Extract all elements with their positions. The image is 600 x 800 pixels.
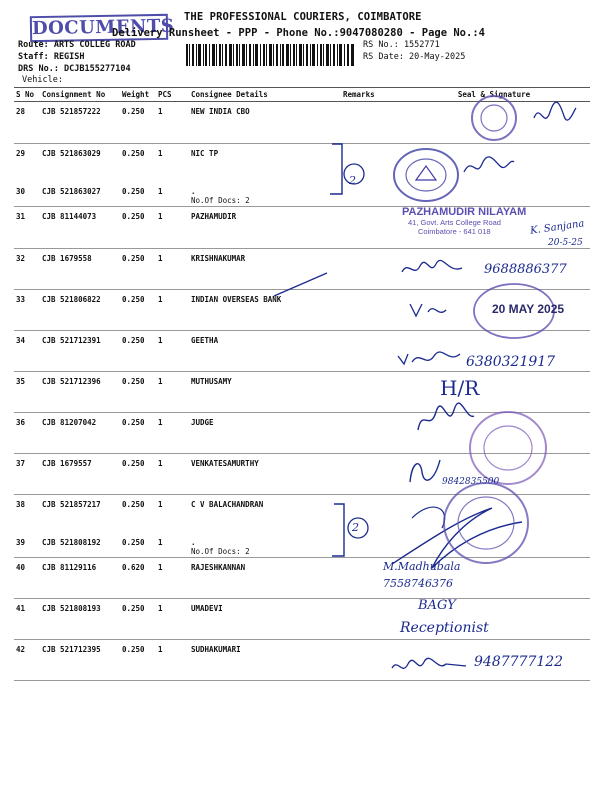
row-consignee: NEW INDIA CBO: [189, 102, 341, 144]
row-consignee: [189, 182, 341, 207]
col-signature: Seal & Signature: [398, 88, 590, 102]
row-weight: 0.250: [120, 454, 156, 495]
row-sno: 30: [14, 182, 40, 207]
remark-count-a: 2: [349, 174, 356, 187]
signature-31-date: 20-5-25: [548, 238, 583, 248]
row-weight: 0.250: [120, 640, 156, 681]
row-consignee: NIC TP: [191, 149, 219, 158]
row-sno: 28: [14, 102, 40, 144]
stamp-line-1: PAZHAMUDIR NILAYAM: [402, 206, 527, 218]
table-row: [14, 372, 590, 413]
table-row: [14, 413, 590, 454]
phone-42: 9487777122: [474, 654, 564, 670]
row-consignment: CJB 521863027: [40, 182, 120, 207]
row-consignee: MUTHUSAMY: [189, 372, 341, 413]
row-consignment: CJB 81207042: [40, 413, 120, 454]
runsheet-table: [14, 87, 590, 681]
phone-37: 9842835500: [442, 477, 500, 487]
row-consignee: SUDHAKUMARI: [189, 640, 341, 681]
row-consignment: CJB 521863029: [42, 149, 101, 158]
row-consignment: CJB 521806822: [40, 290, 120, 331]
signature-41-name: BAGY: [418, 598, 456, 613]
row-consignment: CJB 521712395: [40, 640, 120, 681]
company-title: THE PROFESSIONAL COURIERS, COIMBATORE: [184, 11, 422, 23]
signature-31: K. Sanjana: [529, 218, 586, 237]
row-pcs: 1: [156, 533, 189, 558]
row-consignment: CJB 1679558: [40, 249, 120, 290]
signature-35: H/R: [440, 376, 480, 400]
row-consignee: JUDGE: [189, 413, 341, 454]
row-sno: 41: [14, 599, 40, 640]
row-sno: 36: [14, 413, 40, 454]
row-pcs: 1: [156, 102, 189, 144]
row-sno: 38: [16, 500, 26, 509]
row-sno: 32: [14, 249, 40, 290]
row-pcs: 1: [156, 413, 189, 454]
table-row: [14, 599, 590, 640]
col-sno: S No: [14, 88, 40, 102]
table-row: [14, 558, 590, 599]
row-pcs: 1: [158, 149, 163, 158]
row-consignee: [189, 533, 341, 558]
row-weight: 0.250: [120, 413, 156, 454]
row-consignee: INDIAN OVERSEAS BANK: [189, 290, 341, 331]
row-pcs: 1: [156, 599, 189, 640]
row-sno: 34: [14, 331, 40, 372]
stamp-line-2: 41, Govt. Arts College Road: [408, 218, 501, 227]
row-sno: 31: [14, 207, 40, 249]
row-pcs: 1: [156, 331, 189, 372]
staff-label: Staff: REGISH: [18, 52, 85, 62]
col-consignee: Consignee Details: [189, 88, 341, 102]
row-pcs: 1: [156, 249, 189, 290]
row-weight: 0.250: [120, 533, 156, 558]
row-consignee: KRISHNAKUMAR: [189, 249, 341, 290]
phone-40: 7558746376: [383, 577, 453, 590]
row-consignment: CJB 81144073: [40, 207, 120, 249]
row-weight: 0.250: [120, 249, 156, 290]
row-sno: 35: [14, 372, 40, 413]
table-row: [14, 102, 590, 144]
row-consignee: UMADEVI: [189, 599, 341, 640]
row-consignment: CJB 1679557: [40, 454, 120, 495]
row-pcs: 1: [156, 558, 189, 599]
delivery-date-stamp: 20 MAY 2025: [492, 302, 565, 316]
phone-34: 6380321917: [466, 354, 556, 370]
row-consignment: CJB 521857222: [40, 102, 120, 144]
table-row: [14, 454, 590, 495]
table-row: [14, 182, 590, 207]
row-sno: 37: [14, 454, 40, 495]
barcode: [186, 44, 354, 66]
table-row: [14, 495, 590, 533]
row-consignee: RAJESHKANNAN: [189, 558, 341, 599]
col-remarks: Remarks: [341, 88, 398, 102]
row-consignee: PAZHAMUDIR: [189, 207, 341, 249]
row-consignment: CJB 521857217: [42, 500, 101, 509]
row-consignment: CJB 81129116: [40, 558, 120, 599]
consignee-name: .: [191, 537, 196, 547]
rs-number: RS No.: 1552771: [363, 40, 440, 50]
row-weight: 0.250: [120, 182, 156, 207]
row-pcs: 1: [156, 372, 189, 413]
row-consignment: CJB 521712396: [40, 372, 120, 413]
table-row: [14, 207, 590, 249]
row-consignee: VENKATESAMURTHY: [189, 454, 341, 495]
row-weight: 0.250: [120, 102, 156, 144]
row-weight: 0.250: [120, 372, 156, 413]
row-consignment: CJB 521808193: [40, 599, 120, 640]
row-pcs: 1: [156, 182, 189, 207]
row-sno: 42: [14, 640, 40, 681]
consignee-name: .: [191, 186, 196, 196]
route-label: Route: ARTS COLLEG ROAD: [18, 40, 136, 50]
row-sno: 29: [16, 149, 26, 158]
row-weight: 0.250: [120, 290, 156, 331]
col-pcs: PCS: [156, 88, 189, 102]
row-pcs: 1: [156, 290, 189, 331]
row-pcs: 1: [156, 207, 189, 249]
signature-41-role: Receptionist: [400, 620, 489, 636]
signature-40-name: M.Madhubala: [383, 560, 461, 573]
row-weight: 0.250: [120, 331, 156, 372]
row-consignment: CJB 521808192: [40, 533, 120, 558]
table-header-row: [14, 88, 590, 102]
documents-stamp: DOCUMENTS: [30, 14, 168, 42]
col-weight: Weight: [120, 88, 156, 102]
row-consignee: GEETHA: [189, 331, 341, 372]
docs-note: No.Of Docs: 2: [191, 546, 250, 556]
vehicle-label: Vehicle:: [22, 75, 63, 85]
row-sno: 39: [14, 533, 40, 558]
row-weight: 0.250: [120, 207, 156, 249]
col-consignment: Consignment No: [40, 88, 120, 102]
rs-date: RS Date: 20-May-2025: [363, 52, 466, 62]
remark-count-b: 2: [352, 521, 359, 534]
drs-number: DRS No.: DCJB155277104: [18, 64, 131, 74]
phone-32: 9688886377: [484, 262, 567, 277]
runsheet-subtitle: Delivery Runsheet - PPP - Phone No.:9047080280 - Page No.:4: [112, 27, 485, 39]
row-weight: 0.620: [120, 558, 156, 599]
stamp-line-3: Coimbatore - 641 018: [418, 227, 491, 236]
row-consignment: CJB 521712391: [40, 331, 120, 372]
row-consignee: C V BALACHANDRAN: [191, 500, 264, 509]
table-row: [14, 290, 590, 331]
docs-note: No.Of Docs: 2: [191, 195, 250, 205]
row-pcs: 1: [158, 500, 163, 509]
table-row: [14, 533, 590, 558]
row-sno: 40: [14, 558, 40, 599]
table-row: [14, 144, 590, 182]
row-pcs: 1: [156, 640, 189, 681]
row-pcs: 1: [156, 454, 189, 495]
row-sno: 33: [14, 290, 40, 331]
row-weight: 0.250: [122, 500, 145, 509]
row-weight: 0.250: [120, 599, 156, 640]
row-weight: 0.250: [122, 149, 145, 158]
